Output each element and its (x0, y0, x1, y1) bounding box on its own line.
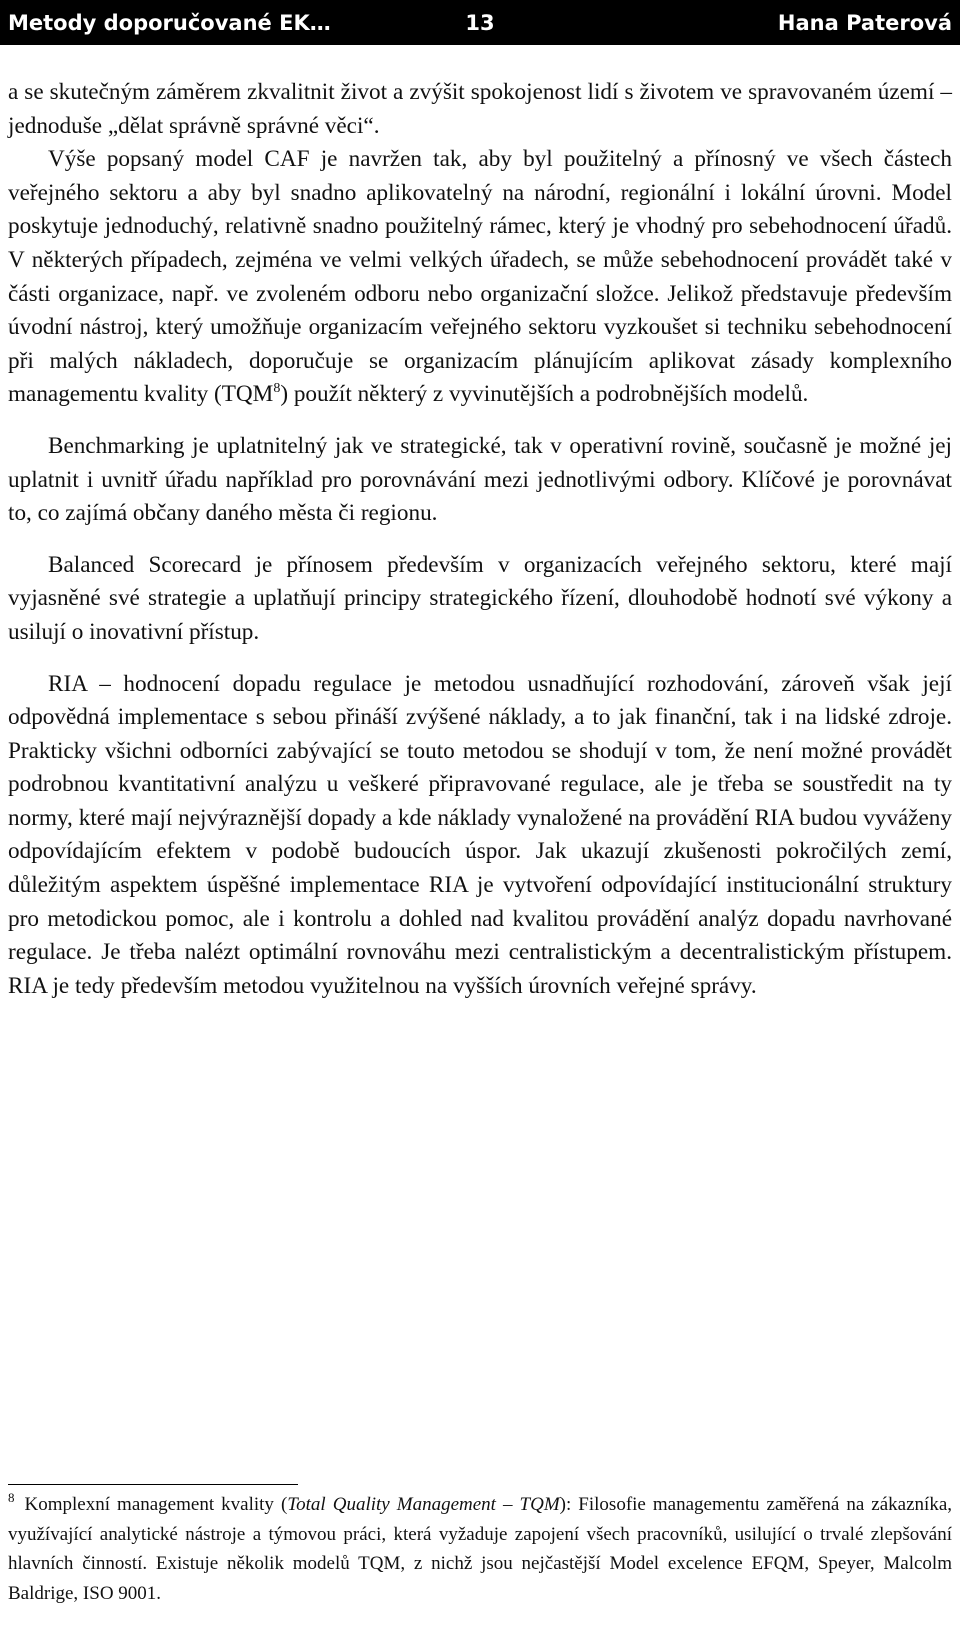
header-author: Hana Paterová (777, 11, 952, 35)
footnote-divider (8, 1484, 298, 1485)
footnote-mark: 8 (8, 1490, 15, 1505)
paragraph-3: Benchmarking je uplatnitelný jak ve strategické, tak v operativní rovině, současně je možné jej uplatnit i uvnitř úřadu například pro porovnávání mezi jednotlivými odbory. Klíčové je porovnávat to, co zajímá občany daného města či regionu. (8, 432, 952, 527)
paragraph-4: Balanced Scorecard je přínosem především v organizacích veřejného sektoru, které mají vyjasněné své strategie a uplatňují principy strategického řízení, dlouhodobě hodnotí své výkony a usilují o inovativní přístup. (8, 551, 952, 645)
paragraph-2 (8, 143, 952, 412)
paragraph-1: a se skutečným záměrem zkvalitnit život a zvýšit spokojenost lidí s životem ve spravovaném území – jednoduše „dělat správně správné věci“. (8, 79, 952, 139)
paragraph-5: RIA – hodnocení dopadu regulace je metodou usnadňující rozhodování, zároveň však její odpovědná implementace s sebou přináší zvýšené náklady, a to jak finanční, tak i na lidské zdroje. Prakticky všichni odborníci zabývající se touto metodou se shodují v tom, že není možné provádět podrobnou kvantitativní analýzu u veškeré připravované regulace, ale je třeba se soustředit na ty normy, které mají nejvýraznější dopady a kde náklady vynaložené na provádění RIA budou vyváženy odpovídajícím efektem v podobě budoucích úspor. Jak ukazují zkušenosti pokročilých zemí, důležitým aspektem úspěšné implementace RIA je vytvoření odpovídající institucionální struktury pro metodickou pomoc, ale i kontrolu a dohled nad kvalitou provádění analýz dopadu navrhované regulace. Je třeba nalézt optimální rovnováhu mezi centralistickým a decentralistickým přístupem. RIA je tedy především metodou využitelnou na vyšších úrovních veřejné správy. (8, 670, 952, 999)
footnote (8, 1490, 952, 1608)
paragraph-2-text: Výše popsaný model CAF je navržen tak, aby byl použitelný a přínosný ve všech částech veřejného sektoru a aby byl snadno aplikovatelný na národní, regionální i lokální úrovni. Model poskytuje jednoduchý, relativně snadno použitelný rámec, který je vhodný pro sebehodnocení úřadů. V některých případech, zejména ve velmi velkých úřadech, se může sebehodnocení provádět také v části organizace, např. ve zvoleném odboru nebo organizační složce. Jelikož představuje především úvodní nástroj, který umožňuje organizacím veřejného sektoru vyzkoušet si techniku sebehodnocení při malých nákladech, doporučuje se organizacím plánujícím aplikovat zásady komplexního managementu kvality (TQM (8, 146, 952, 408)
header-page-number: 13 (465, 11, 495, 35)
page-header (0, 0, 960, 45)
footnote-text-end: ): Filosofie managementu zaměřená na zákazníka, využívající analytické nástroje a týmovou práci, která vyžaduje zapojení všech pracovníků, usilující o trvalé zlepšování hlavních činností. Existuje několik modelů TQM, z nichž jsou nejčastější Model excelence EFQM, Speyer, Malcolm Baldrige, ISO 9001. (8, 1494, 953, 1604)
paragraph-2-text-end: ) použít některý z vyvinutějších a podrobnějších modelů. (280, 381, 809, 408)
header-title: Metody doporučované EK… (8, 11, 331, 35)
footnote-italic-term: Total Quality Management – TQM (287, 1494, 560, 1515)
footnote-reference: 8 (273, 381, 281, 397)
body-text (8, 76, 952, 1003)
footnote-text: Komplexní management kvality ( (24, 1494, 288, 1515)
